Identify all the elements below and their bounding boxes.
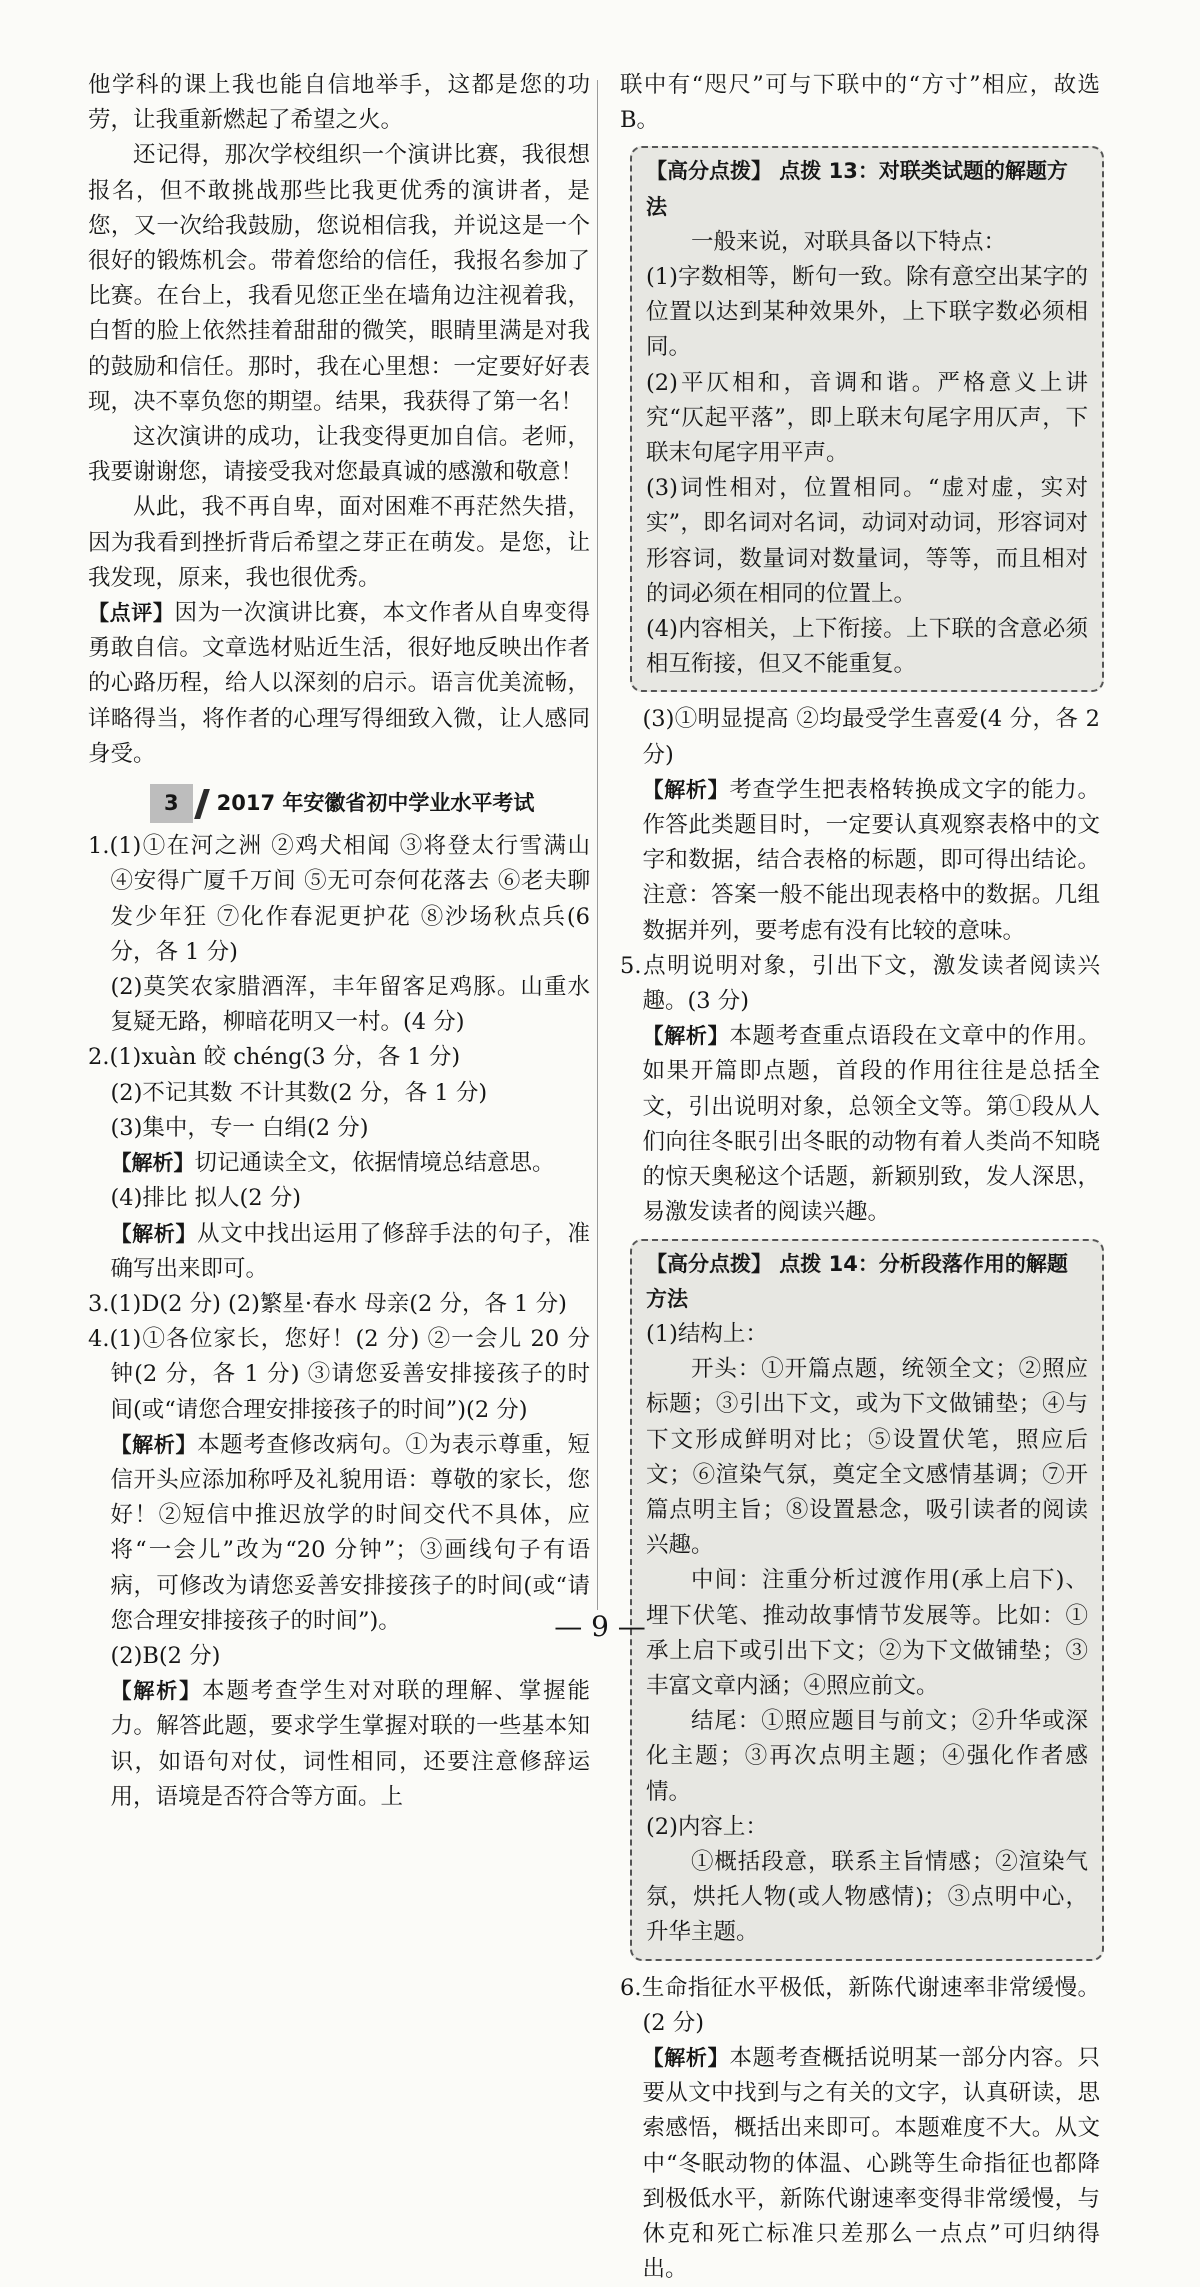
analysis-text: 本题考查学生对对联的理解、掌握能力。解答此题，要求学生掌握对联的一些基本知识，如语句对仗，词性相同，还要注意修辞运用，语境是否符合等方面。上 bbox=[110, 1678, 590, 1810]
analysis-tag: 【解析】 bbox=[642, 777, 730, 802]
tip-box-title: 【高分点拨】 点拨 13：对联类试题的解题方法 bbox=[646, 159, 1068, 219]
answer-q1-1: 1.(1)①在河之洲 ②鸡犬相闻 ③将登太行雪满山 ④安得广厦千万间 ⑤无可奈何花落去 ⑥老夫聊发少年狂 ⑦化作春泥更护花 ⑧沙场秋点兵(6 分，各 1 分) bbox=[88, 833, 590, 965]
tip-subhead: (2)内容上： bbox=[646, 1813, 768, 1840]
analysis-q2-4 bbox=[88, 1217, 590, 1287]
answer-q6: 6.生命指征水平极低，新陈代谢速率非常缓慢。(2 分) bbox=[620, 1974, 1100, 2036]
analysis-q6 bbox=[620, 2041, 1100, 2287]
analysis-tag: 【解析】 bbox=[110, 1221, 198, 1246]
answer-q2-2: (2)不记其数 不计其数(2 分，各 1 分) bbox=[110, 1079, 488, 1106]
analysis-q4-2 bbox=[88, 1674, 590, 1815]
analysis-q4-3 bbox=[620, 773, 1100, 949]
tip-point: 开头：①开篇点题，统领全文；②照应标题；③引出下文，或为下文做铺垫；④与下文形成鲜明对比；⑤设置伏笔，照应后文；⑥渲染气氛，奠定全文感情基调；⑦开篇点明主旨；⑧设置悬念，吸引读者的阅读兴趣。 bbox=[646, 1356, 1088, 1559]
analysis-q5 bbox=[620, 1019, 1100, 1230]
analysis-continued: 联中有“咫尺”可与下联中的“方寸”相应，故选 B。 bbox=[620, 72, 1100, 134]
analysis-text: 考查学生把表格转换成文字的能力。作答此类题目时，一定要认真观察表格中的文字和数据，结合表格的标题，即可得出结论。注意：答案一般不能出现表格中的数据。几组数据并列，要考虑有没有比较的意味。 bbox=[642, 776, 1100, 944]
tip-point: (2)平仄相和，音调和谐。严格意义上讲究“仄起平落”，即上联末句尾字用仄声，下联末句尾字用平声。 bbox=[646, 369, 1088, 467]
tip-point: 中间：注重分析过渡作用(承上启下)、埋下伏笔、推动故事情节发展等。比如：①承上启下或引出下文；②为下文做铺垫；③丰富文章内涵；④照应前文。 bbox=[646, 1567, 1088, 1699]
tip-point: (3)词性相对，位置相同。“虚对虚，实对实”，即名词对名词，动词对动词，形容词对形容词，数量词对数量词，等等，而且相对的词必须在相同的位置上。 bbox=[646, 475, 1088, 607]
section-slash-mark bbox=[194, 789, 210, 819]
answer-q2-1: 2.(1)xuàn 皎 chéng(3 分，各 1 分) bbox=[88, 1044, 461, 1071]
analysis-tag: 【解析】 bbox=[110, 1679, 202, 1704]
analysis-q2-3 bbox=[88, 1146, 590, 1181]
tip-point: 结尾：①照应题目与前文；②升华或深化主题；③再次点明主题；④强化作者感情。 bbox=[646, 1708, 1088, 1805]
analysis-text: 切记通读全文，依据情境总结意思。 bbox=[194, 1150, 555, 1177]
answer-q4-2: (2)B(2 分) bbox=[110, 1642, 221, 1669]
essay-paragraph: 还记得，那次学校组织一个演讲比赛，我很想报名，但不敢挑战那些比我更优秀的演讲者，是您，又一次给我鼓励，您说相信我，并说这是一个很好的锻炼机会。带着您给的信任，我报名参加了比赛。在台上，我看见您正坐在墙角边注视着我，白皙的脸上依然挂着甜甜的微笑，眼睛里满是对我的鼓励和信任。那时，我在心里想：一定要好好表现，决不辜负您的期望。结果，我获得了第一名！ bbox=[88, 142, 590, 415]
right-column bbox=[620, 68, 1100, 2287]
review-paragraph bbox=[88, 596, 590, 772]
answer-q3: 3.(1)D(2 分) (2)繁星·春水 母亲(2 分，各 1 分) bbox=[88, 1290, 567, 1317]
essay-paragraph: 这次演讲的成功，让我变得更加自信。老师，我要谢谢您，请接受我对您最真诚的感激和敬意！ bbox=[88, 424, 590, 486]
tip-point: ①概括段意，联系主旨情感；②渲染气氛，烘托人物(或人物感情)；③点明中心，升华主题。 bbox=[646, 1848, 1088, 1946]
tip-point: (1)字数相等，断句一致。除有意空出某字的位置以达到某种效果外，上下联字数必须相同。 bbox=[646, 264, 1088, 361]
answer-q2-3: (3)集中，专一 白绢(2 分) bbox=[110, 1114, 369, 1141]
analysis-tag: 【解析】 bbox=[642, 1024, 730, 1049]
column-divider bbox=[597, 80, 598, 1610]
review-tag: 【点评】 bbox=[88, 601, 175, 626]
analysis-tag: 【解析】 bbox=[642, 2045, 730, 2070]
page-number: — 9 — bbox=[554, 1610, 646, 1643]
essay-paragraph: 他学科的课上我也能自信地举手，这都是您的功劳，让我重新燃起了希望之火。 bbox=[88, 72, 590, 134]
tip-subhead: (1)结构上： bbox=[646, 1320, 768, 1347]
review-text: 因为一次演讲比赛，本文作者从自卑变得勇敢自信。文章选材贴近生活，很好地反映出作者的心路历程，给人以深刻的启示。语言优美流畅，详略得当，将作者的心理写得细致入微，让人感同身受。 bbox=[88, 600, 590, 767]
answer-q4-3: (3)①明显提高 ②均最受学生喜爱(4 分，各 2 分) bbox=[642, 706, 1100, 768]
left-column bbox=[88, 68, 590, 1815]
analysis-tag: 【解析】 bbox=[110, 1432, 198, 1457]
essay-paragraph: 从此，我不再自卑，面对困难不再茫然失措，因为我看到挫折背后希望之芽正在萌发。是您，让我发现，原来，我也很优秀。 bbox=[88, 494, 590, 591]
section-title: 2017 年安徽省初中学业水平考试 bbox=[216, 791, 535, 816]
answer-q5: 5.点明说明对象，引出下文，激发读者阅读兴趣。(3 分) bbox=[620, 952, 1100, 1015]
section-header bbox=[150, 784, 590, 823]
analysis-text: 从文中找出运用了修辞手法的句子，准确写出来即可。 bbox=[110, 1220, 590, 1282]
analysis-tag: 【解析】 bbox=[110, 1151, 195, 1176]
analysis-text: 本题考查修改病句。①为表示尊重，短信开头应添加称呼及礼貌用语：尊敬的家长，您好！②短信中推迟放学的时间交代不具体，应将“一会儿”改为“20 分钟”；③画线句子有语病，可修改为请您妥善安排接孩子的时间(或“请您合理安排接孩子的时间”)。 bbox=[110, 1431, 590, 1634]
section-number: 3 bbox=[150, 784, 193, 823]
answer-q4-1: 4.(1)①各位家长，您好！(2 分) ②一会儿 20 分钟(2 分，各 1 分) ③请您妥善安排接孩子的时间(或“请您合理安排接孩子的时间”)(2 分) bbox=[88, 1326, 590, 1423]
analysis-text: 本题考查重点语段在文章中的作用。如果开篇即点题，首段的作用往往是总括全文，引出说明对象，总领全文等。第①段从人们向往冬眠引出冬眠的动物有着人类尚不知晓的惊天奥秘这个话题，新颖别致，发人深思，易激发读者的阅读兴趣。 bbox=[642, 1023, 1100, 1226]
tip-box-13 bbox=[630, 146, 1104, 692]
analysis-q4-1 bbox=[88, 1428, 590, 1639]
analysis-text: 本题考查概括说明某一部分内容。只要从文中找到与之有关的文字，认真研读，思索感悟，概括出来即可。本题难度不大。从文中“冬眠动物的体温、心跳等生命指征也都降到极低水平，新陈代谢速率变得非常缓慢，与休克和死亡标准只差那么一点点”可归纳得出。 bbox=[642, 2044, 1100, 2283]
tip-point: (4)内容相关，上下衔接。上下联的含意必须相互衔接，但又不能重复。 bbox=[646, 616, 1088, 678]
tip-box-14 bbox=[630, 1239, 1104, 1961]
answer-q2-4: (4)排比 拟人(2 分) bbox=[110, 1185, 302, 1212]
tip-box-title: 【高分点拨】 点拨 14：分析段落作用的解题方法 bbox=[646, 1251, 1068, 1311]
tip-intro: 一般来说，对联具备以下特点： bbox=[691, 228, 1007, 255]
answer-q1-2: (2)莫笑农家腊酒浑，丰年留客足鸡豚。山重水复疑无路，柳暗花明又一村。(4 分) bbox=[110, 974, 590, 1036]
